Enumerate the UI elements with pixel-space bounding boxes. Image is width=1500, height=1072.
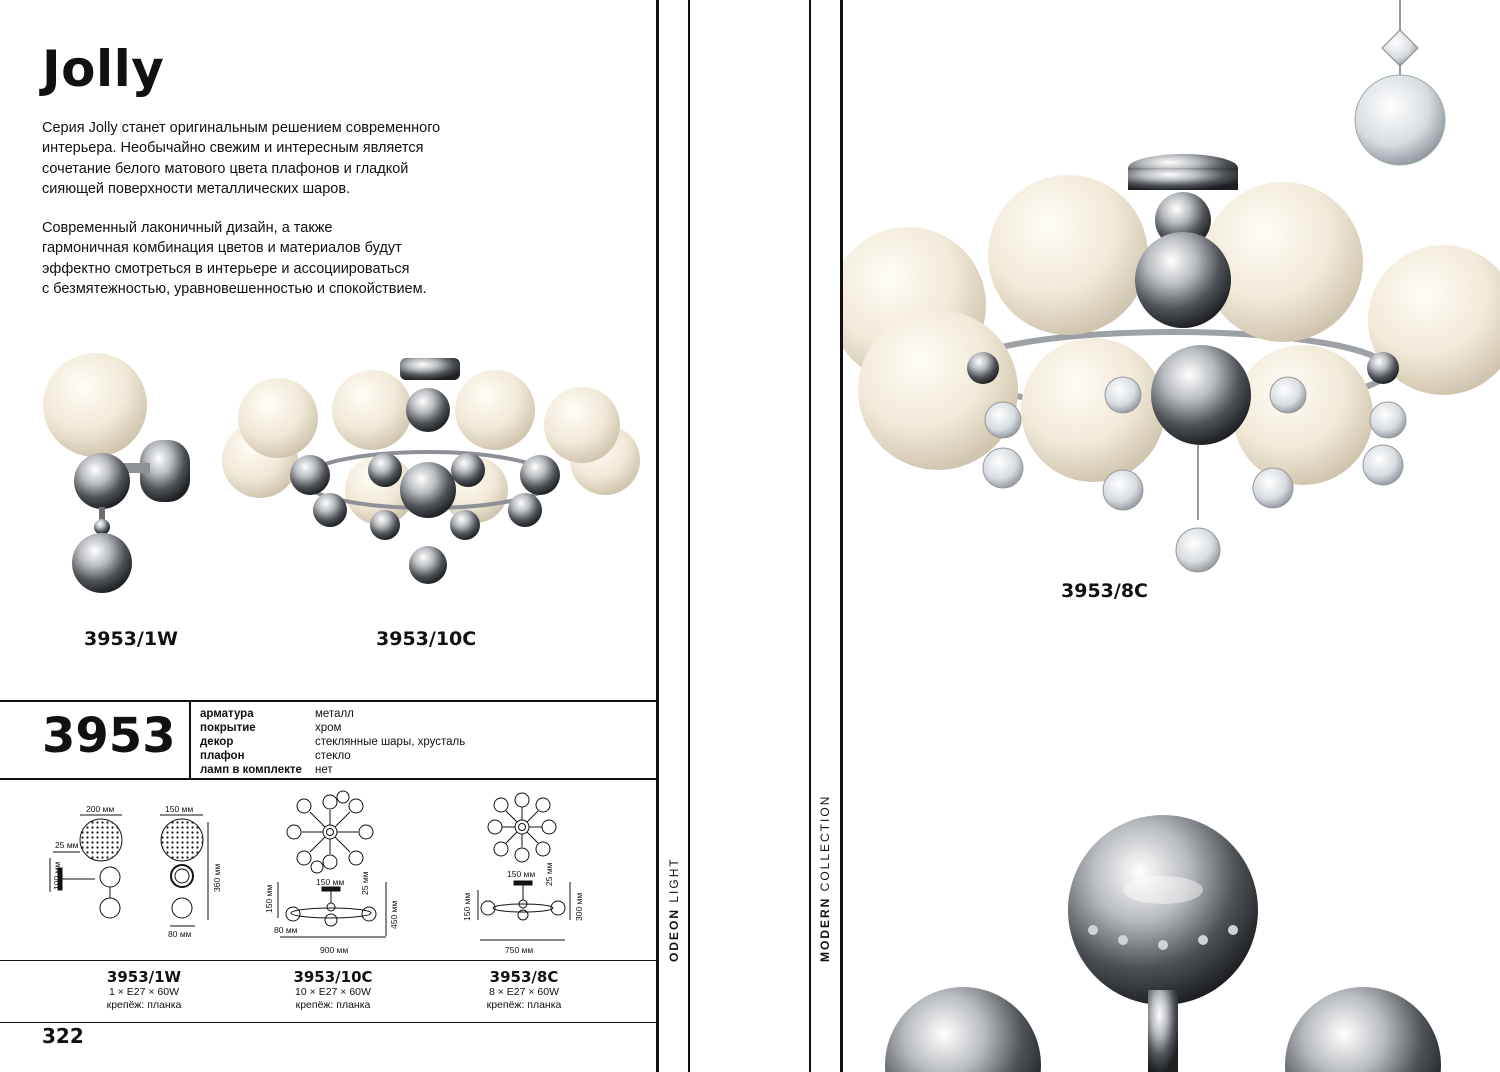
dim-label: 750 мм xyxy=(505,945,534,955)
spine-odeon-light xyxy=(667,857,681,962)
spec-row xyxy=(200,735,465,749)
model-1w xyxy=(59,968,229,1012)
model-name: 3953/10C xyxy=(293,968,373,986)
divider xyxy=(0,1022,657,1023)
divider xyxy=(0,700,657,702)
model-lamps: 8 × E27 × 60W xyxy=(488,986,560,998)
spec-key: плафон xyxy=(200,750,245,762)
dim-label: 25 мм xyxy=(55,840,79,850)
description-line: сочетание белого матового цвета плафонов и гладкой xyxy=(42,160,409,177)
description-line: сияющей поверхности металлических шаров. xyxy=(42,180,351,197)
description-line: Современный лаконичный дизайн, а также xyxy=(42,220,333,236)
wall-lamp-photo xyxy=(40,345,210,600)
spec-row xyxy=(200,707,465,721)
page-border xyxy=(656,0,659,1072)
spec-table xyxy=(200,707,465,777)
spec-key: арматура xyxy=(200,708,254,720)
page-number: 322 xyxy=(42,1024,84,1048)
page-border xyxy=(688,0,690,1072)
spec-value: нет xyxy=(315,764,333,776)
dim-label: 360 мм xyxy=(212,863,222,892)
dim-label: 150 мм xyxy=(165,804,194,814)
page-border xyxy=(809,0,811,1072)
model-lamps: 1 × E27 × 60W xyxy=(108,986,180,998)
dim-label: 25 мм xyxy=(544,862,554,886)
model-name: 3953/8C xyxy=(489,968,559,986)
model-8c xyxy=(439,968,609,1012)
model-10c xyxy=(248,968,418,1012)
spec-value: хром xyxy=(315,722,342,734)
divider xyxy=(0,778,657,780)
description-line: с безмятежностью, уравновешенностью и спокойствием. xyxy=(42,280,427,297)
divider xyxy=(0,960,657,961)
dim-label: 450 мм xyxy=(389,900,399,929)
dim-label: 300 мм xyxy=(574,892,584,921)
description-line: гармоничная комбинация цветов и материалов будут xyxy=(42,240,402,257)
spec-key: ламп в комплекте xyxy=(200,764,302,776)
spine-word: COLLECTION xyxy=(818,794,832,892)
spec-value: стеклянные шары, хрусталь xyxy=(315,736,466,748)
chrome-closeup-photo xyxy=(843,790,1500,1072)
spine-brand: ODEON xyxy=(667,907,681,962)
ceiling-lamp-10c-photo xyxy=(210,350,640,590)
model-name: 3953/1W xyxy=(106,968,182,986)
spec-row xyxy=(200,749,465,763)
description-paragraph-2 xyxy=(42,218,512,299)
spine-word: LIGHT xyxy=(667,857,681,903)
description-line: эффектно смотреться в интерьере и ассоциироваться xyxy=(42,260,410,277)
series-title: Jolly xyxy=(42,40,165,98)
dim-label: 150 мм xyxy=(507,869,536,879)
model-lamps: 10 × E27 × 60W xyxy=(295,986,371,998)
dim-label: 150 мм xyxy=(264,884,274,913)
description-line: Серия Jolly станет оригинальным решением современного xyxy=(42,120,441,136)
spec-row xyxy=(200,721,465,735)
ceiling-lamp-8c-photo xyxy=(843,0,1500,580)
model-mount: крепёж: планка xyxy=(106,999,182,1011)
caption-3953-10c: 3953/10C xyxy=(376,628,477,650)
spec-value: металл xyxy=(315,708,354,720)
spine-modern-collection xyxy=(818,795,832,962)
spec-key: покрытие xyxy=(200,722,256,734)
dim-label: 100 мм xyxy=(52,861,62,890)
description-line: интерьера. Необычайно свежим и интересным является xyxy=(42,140,424,157)
dim-label: 80 мм xyxy=(274,925,298,935)
spec-value: стекло xyxy=(315,750,351,762)
model-mount: крепёж: планка xyxy=(295,999,371,1011)
caption-3953-8c: 3953/8C xyxy=(1061,580,1148,602)
spine-brand: MODERN xyxy=(818,896,832,962)
model-mount: крепёж: планка xyxy=(486,999,562,1011)
spec-key: декор xyxy=(200,736,234,748)
dim-label: 80 мм xyxy=(168,929,192,939)
spec-row xyxy=(200,763,465,777)
caption-3953-1w: 3953/1W xyxy=(84,628,178,650)
dim-label: 200 мм xyxy=(86,804,115,814)
model-number: 3953 xyxy=(42,708,176,764)
divider xyxy=(189,701,191,779)
dim-label: 25 мм xyxy=(360,871,370,895)
dim-label: 150 мм xyxy=(316,877,345,887)
dim-label: 150 мм xyxy=(462,892,472,921)
dim-label: 900 мм xyxy=(320,945,349,955)
description-paragraph-1 xyxy=(42,118,512,199)
